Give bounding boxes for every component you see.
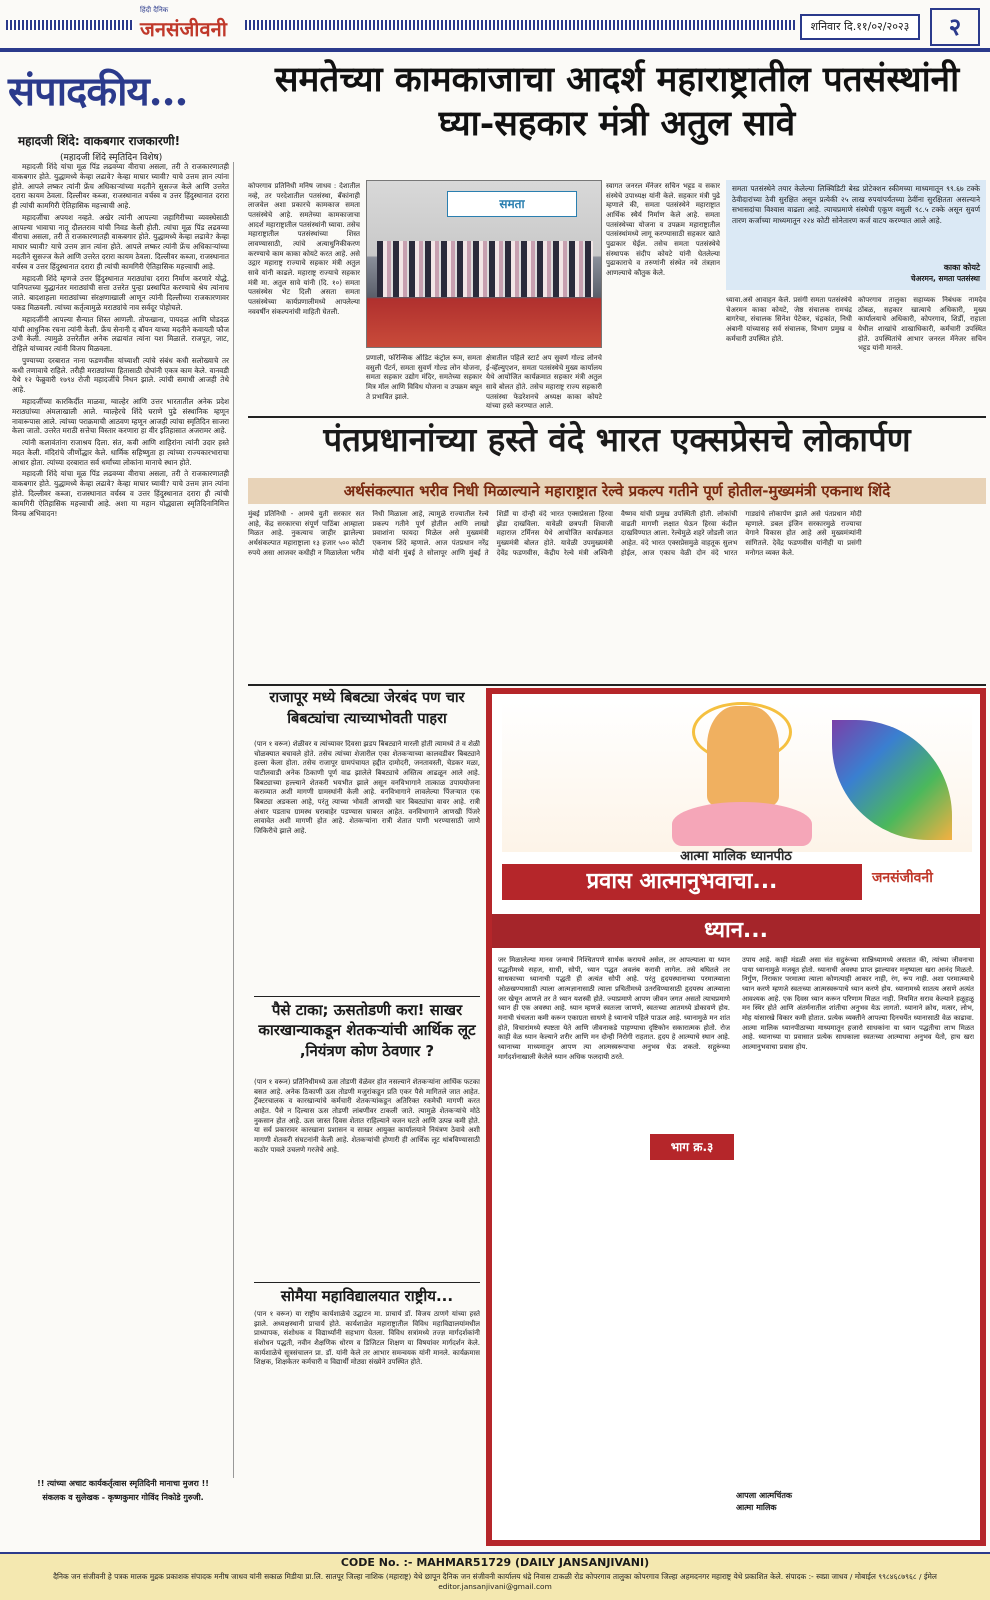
- editorial-paragraph: महादजी शिंदे यांचा मूळ पिंड लढवय्या वीराचा असला, तरी ते राजकारणातही वाकबगार होते. युद्धामध्ये केव्हा लढावे? केव्हा माघार घ्यावी? याचे उत्तम ज्ञान त्यांना होते. दिल्लीवर कब्जा, राजस्थानात वर्चस्व व उत्तर हिंदुस्थानात दरारा ही त्यांची कामगिरी ऐतिहासिक महत्त्वाची आहे. अशा या महान योद्ध्याला स्मृतिदिनानिमित्त विनम्र अभिवादन!: [12, 469, 229, 518]
- section-divider: [248, 416, 986, 418]
- editorial-subtitle: (महादजी शिंदे स्मृतिदिन विशेष): [60, 153, 163, 163]
- meditating-figure-icon: [707, 706, 779, 806]
- vande-bharat-story: मुंबई प्रतिनिधी - आमचे युती सरकार सत आहे, केंद्र सरकारचा संपूर्ण पाठिंबा आम्हाला मिळत आहे. नुकत्याच जाहीर झालेल्या अर्थसंकल्पात महाराष्ट्राला १३ हजार ५०० कोटी रुपये असा आजवर कधीही न मिळालेला भरीव निधी मिळाला आहे, त्यामुळे राज्यातील रेल्वे प्रकल्प गतीने पूर्ण होतील आणि लाखो प्रवाशांना फायदा मिळेल असे मुख्यमंत्री एकनाथ शिंदे म्हणाले. आज पंतप्रधान नरेंद्र मोदी यांनी मुंबई ते सोलापूर आणि मुंबई ते शिर्डी या दोन्ही वंदे भारत एक्सप्रेसला हिरवा झेंडा दाखविला. यावेळी छत्रपती शिवाजी महाराज टर्मिनस येथे आयोजित कार्यक्रमात मुख्यमंत्री बोलत होते. यावेळी उपमुख्यमंत्री देवेंद्र फडणवीस, केंद्रीय रेल्वे मंत्री अश्विनी वैष्णव यांची प्रमुख उपस्थिती होती. लोकांची वाढती मागणी लक्षात घेऊन हिरवा कंदील दाखविण्यात आला. रेल्वेमुळे शहरे जोडली जात आहेत. वंदे भारत एक्सप्रेसमुळे वाहतूक सुलभ होईल, आज एकाच वेळी दोन वंदे भारत गाड्यांचे लोकार्पण झाले असे पंतप्रधान मोदी म्हणाले. डबल इंजिन सरकारमुळे राज्याचा वेगाने विकास होत आहे असे मुख्यमंत्र्यांनी सांगितले. देवेंद्र फडणवीस यांनीही या प्रसंगी मनोगत व्यक्त केले.: [248, 510, 862, 557]
- feature-brand: जनसंजीवनी: [872, 870, 933, 886]
- story-samata-col1: कोपरगाव प्रतिनिधी मनिष जाधव : देशातील नव्हे, तर परदेशातील पतसंस्था, बँकांनाही लाजवेल अशा प्रकारचे कामकाज समता पतसंस्थेचे आहे. समतेच्या कामकाजाचा आदर्श महाराष्ट्रातील पतसंस्थांनी घ्यावा. तसेच महाराष्ट्रातील पतसंस्थांच्या शिस्त लावण्यासाठी, त्यांचे अत्याधुनिकीकरण करण्याचे काम काका कोयटे करत आहे. असे उद्गार महाराष्ट्र राज्याचे सहकार मंत्री अतुल सावे यांनी काढले. महाराष्ट्र राज्याचे सहकार मंत्री मा. अतुल सावे यांनी (दि. १०) समता पतसंस्थेस भेट दिली असता समता पतसंस्थेच्या कार्यप्रणालीमध्ये आपलेल्या नववर्षीन संकल्पनांची माहिती घेतली.: [248, 182, 360, 316]
- rajapur-story: (पान १ वरून) शेळीवर व त्यांच्यावर दिवसा झडप बिबट्याने मारली होती त्यामध्ये ते व शेळी चोळक्यात बचावले होते. तसेच त्यांच्या शेजारील एका शेतकऱ्याच्या कालवडीवर बिबट्याने हल्ला केला होता. तसेच राजापूर ग्रामपंचायत हद्दीत दामोदरी, जनतावस्ती, चेडकर मळा, पाटीलवाडी अनेक ठिकाणी पूर्ण वाढ झालेले बिबट्याचे अस्तित्व आढळून आले आहे. बिबट्याच्या हल्ल्याने शेतकरी भयभीत झाले असून वनविभागाने तात्काळ उपाययोजना कराव्यात अशी मागणी ग्रामस्थांनी केली आहे. वनविभागाने लावलेल्या पिंजऱ्यात एक बिबट्या अडकला आहे, परंतु त्याच्या भोवती आणखी चार बिबट्यांचा वावर आहे. रात्री अंधार पडताच ग्रामस्थ घराबाहेर पडण्यास घाबरत आहेत. वनविभागाने आणखी पिंजरे लावावेत अशी मागणी होत आहे. शेतकऱ्यांना रात्री शेतात पाणी भरण्यासाठी जाणे जिकिरीचे झाले आहे.: [254, 740, 480, 835]
- registration-code: CODE No. :- MAHMAR51729 (DAILY JANSANJIVANI): [340, 1556, 650, 1569]
- masthead-rule-mid: [245, 20, 795, 30]
- paper-logo: [140, 6, 227, 42]
- photo-signboard: समता: [447, 191, 577, 217]
- story-samata-col6: कोपरगाव तालुका सहाय्यक निबंधक नामदेव ठोंबळ, सहकार खात्याचे अधिकारी, मुख्य कार्यालयाचे अधिकारी, कोपरगाव, शिर्डी, राहाता येथील शाखांचे शाखाधिकारी, कर्मचारी उपस्थित होते. उपस्थितांचे आभार जनरल मॅनेजर सचिन भट्टड यांनी मानले.: [858, 296, 986, 353]
- feature-signer-org: आत्मा मालिक: [736, 1503, 777, 1512]
- feature-signer: आपला आत्मचिंतक: [736, 1491, 793, 1500]
- feather-icon: [832, 720, 952, 840]
- editorial-author: संकलक व सुलेखक - कृष्णकुमार गोविंद निकोडे गुरुजी.: [42, 1493, 204, 1502]
- editorial-paragraph: महादजी शिंदे म्हणजे उत्तर हिंदुस्थानात मराठ्यांचा दरारा निर्माण करणारे योद्धे. पानिपतच्या युद्धानंतर मराठ्यांची सत्ता उत्तरेत पुन्हा प्रस्थापित करण्याचे श्रेय त्यांनाच जाते. बादशाहला मराठ्यांच्या संरक्षणाखाली आणून त्यांनी दिल्लीच्या राजकारणावर पकड मिळवली. त्यांच्या कर्तृत्वामुळे मराठ्यांचे नाव सर्वदूर पोहोचले.: [12, 273, 229, 312]
- editorial-closing: !! त्यांच्या अचाट कार्यकर्तृत्वास स्मृतिदिनी मानाचा मुजरा !!: [37, 1479, 209, 1488]
- editorial-title: महादजी शिंदे: वाकबगार राजकारणी!: [18, 134, 181, 148]
- imprint-footer: [0, 1552, 990, 1600]
- editorial-paragraph: महादजींनी आपल्या सैन्यात शिस्त आणली. तोफखाना, पायदळ आणि घोडदळ यांची आधुनिक रचना त्यांनी केली. फ्रेंच सेनानी द बॉयन याच्या मदतीने कवायती फौज उभी केली. त्यामुळे उत्तरेतील अनेक लढायांत त्यांना यश मिळाले. राजपूत, जाट, रोहिले यांच्यावर त्यांनी विजय मिळवला.: [12, 314, 229, 354]
- lotus-icon: [672, 802, 812, 846]
- part-badge: भाग क्र.३: [650, 1134, 734, 1160]
- meditation-feature: [486, 688, 986, 1546]
- somaiya-story: (पान १ वरून) या राष्ट्रीय कार्यशाळेचे उद्घाटन मा. प्राचार्य डॉ. विजय ठाणगे यांच्या हस्ते झाले. अध्यक्षस्थानी प्राचार्य होते. कार्यशाळेत महाराष्ट्रातील विविध महाविद्यालयांमधील प्राध्यापक, संशोधक व विद्यार्थ्यांनी सहभाग घेतला. विविध सत्रांमध्ये तज्ज्ञ मार्गदर्शकांनी संशोधन पद्धती, नवीन शैक्षणिक धोरण व डिजिटल शिक्षण या विषयांवर मार्गदर्शन केले. कार्यशाळेचे सूत्रसंचालन प्रा. डॉ. यांनी केले तर आभार समन्वयक यांनी मानले. कार्यक्रमास शिक्षक, शिक्षकेतर कर्मचारी व विद्यार्थी मोठ्या संख्येने उपस्थित होते.: [254, 1310, 480, 1367]
- editorial-paragraph: त्यांनी कलावंतांना राजाश्रय दिला. संत, कवी आणि शाहिरांना त्यांनी उदार हस्ते मदत केली. मंदिरांचे जीर्णोद्धार केले. धार्मिक सहिष्णुता हा त्यांच्या राज्यकारभाराचा आधार होता. त्यांच्या दरबारात सर्व धर्मांच्या लोकांना मानाचे स्थान होते.: [12, 438, 229, 467]
- logo-text: जनसंजीवनी: [140, 17, 227, 41]
- highlight-signer: काका कोयटे: [943, 263, 980, 272]
- feature-column-2: उपाय आहे. काही मंडळी असा संत सद्गुरूंच्या सान्निध्यामध्ये असतात की, त्यांच्या जीवनाचा पाया ध्यानामुळे मजबूत होतो. ध्यानाची अवस्था प्राप्त झाल्यावर मनुष्याला खरा आनंद मिळतो. निर्गुण, निराकार परमात्मा त्याला कोणत्याही आकार नाही, रंग, रूप नाही. अशा परमात्म्याचे ध्यान करणे म्हणजे स्वतःच्या आत्मस्वरूपाचे ध्यान करणे होय. ध्यानामध्ये सातत्य असणे अत्यंत आवश्यक आहे. एक दिवस ध्यान करून परिणाम मिळत नाही. नियमित सराव केल्याने हळूहळू मन स्थिर होते आणि अंतर्मनातील शांतीचा अनुभव येऊ लागतो. ध्यानाने क्रोध, मत्सर, लोभ, मोह यांसारखे विकार कमी होतात. प्रत्येक व्यक्तीने आपल्या दिनचर्येत ध्यानासाठी वेळ काढावा. आत्मा मालिक ध्यानपीठाच्या माध्यमातून हजारो साधकांना या ध्यान पद्धतीचा लाभ मिळत आहे. ध्यानाच्या या प्रवासात प्रत्येक साधकाला स्वतःच्या आत्म्याचा अनुभव येतो, हाच खरा आत्मानुभवाचा प्रवास होय.: [742, 956, 974, 1051]
- imprint-line: दैनिक जन संजीवनी हे पत्रक मालक मुद्रक प्रकाशक संपादक मनीष जाधव यांनी सकाळ मिडीया प्रा.लि. सातपूर जिल्हा नाशिक (महाराष्ट्र) येथे छापून दैनिक जन संजीवनी कार्यालय धंद्रे निवास टाकळी रोड कोपरगाव तालुका कोपरगाव जिल्हा अहमदनगर महाराष्ट्र येथे प्रकाशित केले. संपादक :- स्वप्ना जाधव / मोबाईल ९९८४६८७९६८ / ईमेल editor.jansanjivani@gmail.com: [53, 1572, 937, 1591]
- page-number: २: [930, 8, 980, 46]
- dhyanpeeth-name: आत्मा मालिक ध्यानपीठ: [680, 849, 792, 864]
- sugar-headline: पैसे टाका; ऊसतोडणी करा! साखर कारखान्याकडून शेतकऱ्यांची आर्थिक लूट ,नियंत्रण कोण ठेवणार ?: [258, 1001, 476, 1060]
- story-samata-col5: ध्यावा.असे आवाहन केले. प्रसंगी समता पतसंस्थेचे चेअरमन काका कोयटे, जेष्ठ संचालक रामचंद्र बागरेचा, संचालक सिनेश पेटेकर, चंद्रकांत, निधी अंबानी यांच्यासह सर्व संचालक, विभाग प्रमुख व कर्मचारी उपस्थित होते.: [726, 296, 852, 343]
- section-divider: [248, 684, 986, 686]
- story-divider: [254, 1282, 480, 1283]
- sugar-story: (पान १ वरून) प्रतिनिधीमध्ये ऊस तोडणी वेळेवर होत नसल्याने शेतकऱ्यांना आर्थिक फटका बसत आहे. अनेक ठिकाणी ऊस तोडणी मजुरांकडून प्रति एकर पैसे मागितले जात आहेत. ट्रॅक्टरचालक व कारखान्यांचे कर्मचारी शेतकऱ्यांकडून अतिरिक्त रकमेची मागणी करत आहेत. पैसे न दिल्यास ऊस तोडणी लांबणीवर टाकली जाते. त्यामुळे शेतकऱ्यांचे मोठे नुकसान होत आहे. ऊस जास्त दिवस शेतात राहिल्याने वजन घटते आणि उत्पन्न कमी होते. या सर्व प्रकारावर कारखाना प्रशासन व साखर आयुक्त कार्यालयाने नियंत्रण ठेवावे अशी मागणी शेतकरी संघटनांनी केली आहे. शेतकऱ्यांची होणारी ही आर्थिक लूट थांबविण्यासाठी कठोर पावले उचलणे गरजेचे आहे.: [254, 1078, 480, 1154]
- editorial-paragraph: महादजी शिंदे यांचा मूळ पिंड लढवय्या वीराचा असला, तरी ते राजकारणातही वाकबगार होते. युद्धामध्ये केव्हा लढावे? केव्हा माघार घ्यावी? याचे उत्तम ज्ञान त्यांना होते. आपले लष्कर त्यांनी फ्रेंच अधिकाऱ्यांच्या मदतीने सुसज्ज केले आणि उत्तरेत दरारा कायम ठेवला. दिल्लीवर कब्जा, राजस्थानात वर्चस्व व उत्तर हिंदुस्थानात दरारा ही त्यांची कामगिरी ऐतिहासिक महत्त्वाची आहे.: [12, 162, 229, 211]
- main-headline: समतेच्या कामकाजाचा आदर्श महाराष्ट्रातील पतसंस्थांनी घ्या-सहकार मंत्री अतुल सावे: [274, 59, 960, 144]
- logo-tagline: हिंदी दैनिक: [140, 6, 169, 14]
- story-samata-col4: स्वागत जनरल मॅनेजर सचिन भट्टड व सकार संस्थेचे उपाध्यक्ष यांनी केले. सहकार मंत्री पुढे म्हणाले की, समता पतसंस्थेने महाराष्ट्रात आर्थिक स्थैर्य निर्माण केले आहे. समता पतसंस्थेच्या योजना व उपक्रम महाराष्ट्रातील पतसंस्थांमध्ये लागू करण्यासाठी सहकार खाते पुढाकार घेईल. तसेच समता पतसंस्थेचे संस्थापक संदीप कोयटे यांनी घेतलेल्या पुढाकाराचे व तरुणांनी संस्थेत नवे तंत्रज्ञान आणल्याचे कौतुक केले.: [606, 182, 720, 277]
- feature-column-1: जर मिळालेल्या मानव जन्माचे निश्चितपणे सार्थक करायचे असेल, तर आपल्याला या ध्यान पद्धतीमध्ये सहज, साधी, सोपी, ध्यान पद्धत अवलंब करावी लागेल. तसे बघितले तर साधकाच्या ध्यानाची पद्धती ही अत्यंत सोपी आहे. परंतु हृदयस्थानाच्या परमात्म्याला ओळखण्यासाठी त्याला आत्मज्ञानासाठी त्याला प्रचितीमध्ये उतरविण्यासाठी हृदयस्थ आत्म्याला जर खेचून आणले तर ते ध्यान यशस्वी होते. ज्याप्रमाणे आपण जीवन जगत असतो त्याचप्रमाणे ध्यान ही एक अवस्था आहे. ध्यान म्हणजे स्वतःला जाणणे, स्वतःच्या आतमध्ये डोकावणे होय. मनाची चंचलता कमी करून एकाग्रता साधणे हे ध्यानाचे पहिले पाऊल आहे. ध्यानामुळे मन शांत होते, विचारांमध्ये स्पष्टता येते आणि जीवनाकडे पाहण्याचा दृष्टिकोन सकारात्मक होतो. रोज काही वेळ ध्यान केल्याने शरीर आणि मन दोन्ही निरोगी राहतात. हृदय हे आत्म्याचे स्थान आहे. ध्यानाच्या माध्यमातून आपण त्या आत्मस्वरूपाचा अनुभव घेऊ शकतो. सद्गुरूंच्या मार्गदर्शनाखाली केलेले ध्यान अधिक फलदायी ठरते.: [498, 956, 730, 1061]
- highlight-signer-title: चेअरमन, समता पतसंस्था: [910, 274, 980, 283]
- second-subheadline: अर्थसंकल्पात भरीव निधी मिळाल्याने महाराष्ट्रात रेल्वे प्रकल्प गतीने पूर्ण होतील-मुख्यमंत्री एकनाथ शिंदे: [248, 478, 986, 504]
- editorial-paragraph: महादजींचा अपयश नव्हते. अखेर त्यांनी आपल्या जहागिरीच्या व्यवस्थेसाठी आपल्या भावाचा नातू दौलतराव यांची निवड केली होती. त्यांचा मूळ पिंड लढवय्या वीराचा असला, तरी ते राजकारणातही वाकबगार होते. युद्धामध्ये केव्हा लढावे? केव्हा माघार घ्यावी? याचे उत्तम ज्ञान त्यांना होते. आपले लष्कर त्यांनी फ्रेंच अधिकाऱ्यांच्या मदतीने सुसज्ज केले आणि उत्तरेत दरारा कायम ठेवला. दिल्लीवर कब्जा, राजस्थानात वर्चस्व व उत्तर हिंदुस्थानात दरारा ही त्यांची कामगिरी ऐतिहासिक महत्त्वाची आहे.: [12, 212, 229, 271]
- story-samata-col3: क्षेत्रातील पहिले स्टार्ट अप सुवर्ण गोल्ड लोनचे ई-व्हॅल्युएशन, समता पतसंस्थेचे मुख्य कार्यालय येथे आयोजित कार्यक्रमात सहकार मंत्री अतुल सावे बोलत होते. तसेच महाराष्ट्र राज्य सहकारी पतसंस्था फेडरेशनचे अध्यक्ष काका कोयटे यांच्या हस्ते करण्यात आले.: [486, 354, 602, 411]
- editorial-section-title: संपादकीय...: [8, 68, 188, 115]
- issue-date: शनिवार दि.११/०२/२०२३: [800, 14, 920, 40]
- editorial-paragraph: पुण्याच्या दरबारात नाना फडणवीस यांच्याशी त्यांचे संबंध कधी सलोख्याचे तर कधी तणावाचे राहिले. तरीही मराठ्यांच्या हितासाठी दोघांनी एकत्र काम केले. वानवडी येथे १२ फेब्रुवारी १७९४ रोजी महादजींचे निधन झाले. त्यांची समाधी आजही तेथे आहे.: [12, 355, 229, 395]
- story-photo: [366, 180, 602, 348]
- feature-banner: प्रवास आत्मानुभवाचा...: [502, 864, 862, 900]
- masthead-rule-left: [6, 20, 134, 30]
- masthead: [0, 0, 990, 52]
- second-headline: पंतप्रधानांच्या हस्ते वंदे भारत एक्सप्रेसचे लोकार्पण: [323, 420, 911, 459]
- meditation-artwork: [502, 702, 972, 852]
- editorial-paragraph: महादजींच्या कारकिर्दीत माळवा, ग्वाल्हेर आणि उत्तर भारतातील अनेक प्रदेश मराठ्यांच्या अंमलाखाली आले. ग्वाल्हेरचे शिंदे घराणे पुढे संस्थानिक म्हणून नावारूपास आले. त्यांच्या पराक्रमाची आठवण म्हणून आजही त्यांचा स्मृतिदिन साजरा केला जातो. उत्तरेत मराठी सत्तेचा विस्तार करणारा हा वीर इतिहासात अजरामर आहे.: [12, 396, 229, 436]
- story-divider: [254, 996, 480, 997]
- somaiya-headline: सोमैया महाविद्यालयात राष्ट्रीय...: [280, 1287, 454, 1305]
- editorial-body: [12, 162, 234, 1478]
- highlight-text: समता पतसंस्थेने तयार केलेल्या लिक्विडिटी बेस्ड प्रोटेक्शन स्कीमच्या माध्यमातून ९९.६७ टक्के ठेवीदारांच्या ठेवी सुरक्षित असून प्रत्येकी २५ लाख रुपयांपर्यंतच्या ठेवींना सुरक्षितता असल्याने सभासदांचा विश्वास वाढला आहे. त्याचप्रमाणे संस्थेची एकूण वसुली ९८.५ टक्के असून सुवर्ण तारण कर्जाच्या माध्यमातून २२४ कोटी सोनेतारण कर्ज वाटप करण्यात आले आहे.: [732, 184, 980, 225]
- rajapur-headline: राजापूर मध्ये बिबट्या जेरबंद पण चार बिबट्यांचा त्याच्याभोवती पाहरा: [269, 690, 465, 728]
- story-samata-col2: प्रणाली, फॉरेन्सिक ऑडिट कंट्रोल रूम, समता वसुली पॅटर्न, समता सुवर्ण गोल्ड लोन योजना, समता सहकार उद्योग मंदिर, समतेच्या सहकार मित्र मॉल आणि विविध योजना व उपक्रम बघून ते प्रभावित झाले.: [366, 354, 482, 401]
- feature-section-title: ध्यान...: [492, 914, 980, 948]
- photo-group: [377, 241, 593, 297]
